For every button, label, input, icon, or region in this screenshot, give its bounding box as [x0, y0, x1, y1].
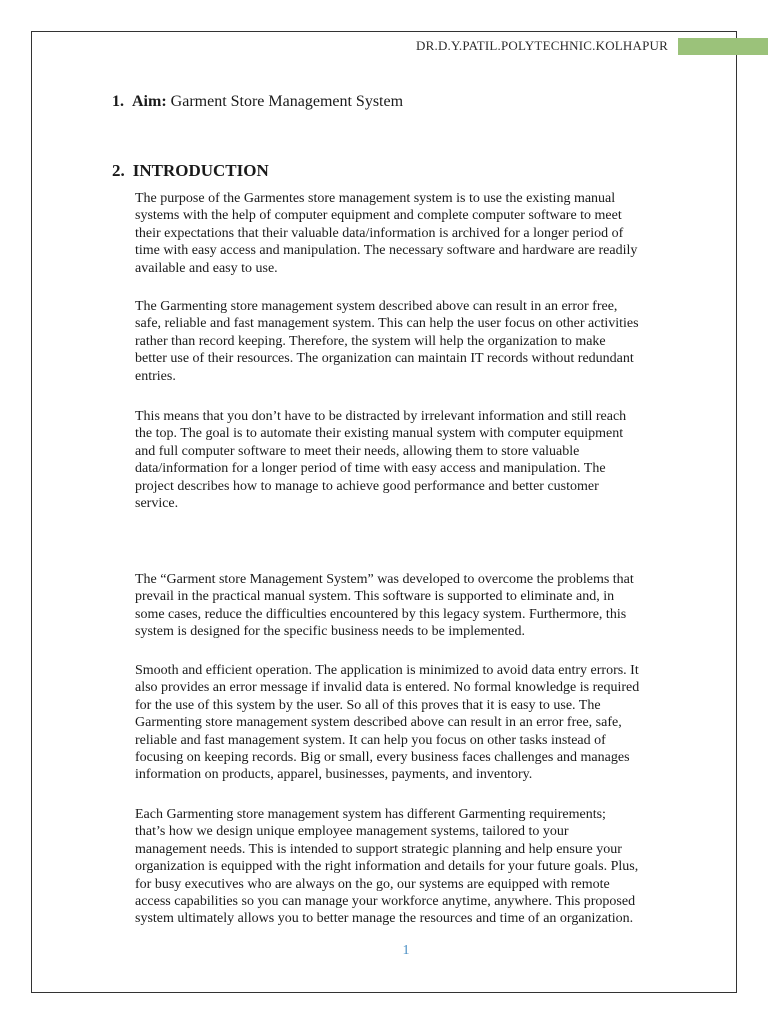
paragraph-line: for the use of this system by the user. So all of this proves that it is easy to use. The	[135, 697, 601, 713]
paragraph-1	[135, 190, 695, 277]
paragraph-line: organization is equipped with the right information and details for your future goals. Plus,	[135, 859, 639, 875]
paragraph-3	[135, 408, 695, 512]
paragraph-4	[135, 571, 695, 641]
paragraph-6	[135, 806, 695, 928]
paragraph-line: The purpose of the Garmentes store management system is to use the existing manual	[135, 191, 616, 206]
paragraph-line: rather than record keeping. Therefore, the system will help the organization to make	[135, 333, 606, 349]
paragraph-line: some cases, reduce the difficulties encountered by this legacy system. Furthermore, this	[135, 606, 627, 622]
page-number: 1	[402, 943, 410, 958]
paragraph-line: better use of their resources. The organization can maintain IT records without redundant	[135, 351, 634, 367]
paragraph-line: their expectations that their valuable data/information is archived for a longer period of	[135, 225, 624, 241]
paragraph-line: system ultimately allows you to better manage the resources and time of an organization.	[135, 911, 634, 927]
paragraph-line: data/information for a longer period of time with easy access and manipulation. The	[135, 461, 606, 477]
paragraph-line: available and easy to use.	[135, 260, 278, 276]
paragraph-line: the top. The goal is to automate their existing manual system with computer equipment	[135, 426, 624, 442]
paragraph-line: safe, reliable and fast management system. This can help the user focus on other activities	[135, 316, 639, 332]
paragraph-line: entries.	[135, 368, 176, 384]
paragraph-line: service.	[135, 496, 179, 512]
paragraph-line: prevail in the practical manual system. This software is supported to eliminate and, in	[135, 589, 615, 605]
header-accent-bar	[678, 38, 768, 55]
paragraph-line: project describes how to manage to achieve good performance and better customer	[135, 478, 599, 494]
introduction-label: INTRODUCTION	[132, 161, 269, 180]
introduction-number: 2.	[112, 161, 125, 180]
aim-text: Garment Store Management System	[170, 93, 404, 110]
paragraph-line: Garmenting store management system described above can result in an error free, safe,	[135, 715, 622, 731]
aim-label: Aim:	[132, 93, 167, 110]
paragraph-line: systems with the help of computer equipment and complete computer software to meet	[135, 208, 622, 224]
paragraph-line: Each Garmenting store management system has different Garmenting requirements;	[135, 807, 606, 822]
paragraph-line: information on products, apparel, businesses, payments, and inventory.	[135, 767, 533, 783]
paragraph-line: access capabilities so you can manage your workforce anytime, anywhere. This proposed	[135, 894, 636, 910]
paragraph-line: The “Garment store Management System” was developed to overcome the problems that	[135, 572, 634, 587]
paragraph-line: that’s how we design unique employee management systems, tailored to your	[135, 824, 569, 840]
paragraph-2	[135, 298, 695, 385]
paragraph-line: focusing on keeping records. Big or small, every business faces challenges and manages	[135, 750, 630, 766]
paragraph-line: Smooth and efficient operation. The application is minimized to avoid data entry errors. It	[135, 663, 639, 678]
paragraph-line: reliable and fast management system. It can help you focus on other tasks instead of	[135, 732, 606, 748]
institution-header: DR.D.Y.PATIL.POLYTECHNIC.KOLHAPUR	[416, 38, 668, 53]
paragraph-line: for busy executives who are always on the go, our systems are equipped with remote	[135, 876, 610, 892]
paragraph-line: time with easy access and manipulation. The necessary software and hardware are readily	[135, 243, 638, 259]
introduction-heading	[112, 161, 269, 181]
paragraph-line: system is designed for the specific business needs to be implemented.	[135, 624, 525, 640]
paragraph-line: and full computer software to meet their needs, allowing them to store valuable	[135, 443, 580, 459]
paragraph-line: management needs. This is intended to support strategic planning and help ensure your	[135, 841, 622, 857]
paragraph-line: The Garmenting store management system described above can result in an error free,	[135, 299, 618, 314]
paragraph-5	[135, 662, 695, 784]
aim-heading	[112, 93, 403, 111]
paragraph-line: also provides an error message if invalid data is entered. No formal knowledge is required	[135, 680, 640, 696]
aim-number: 1.	[112, 93, 124, 110]
paragraph-line: This means that you don’t have to be distracted by irrelevant information and still reach	[135, 409, 627, 424]
